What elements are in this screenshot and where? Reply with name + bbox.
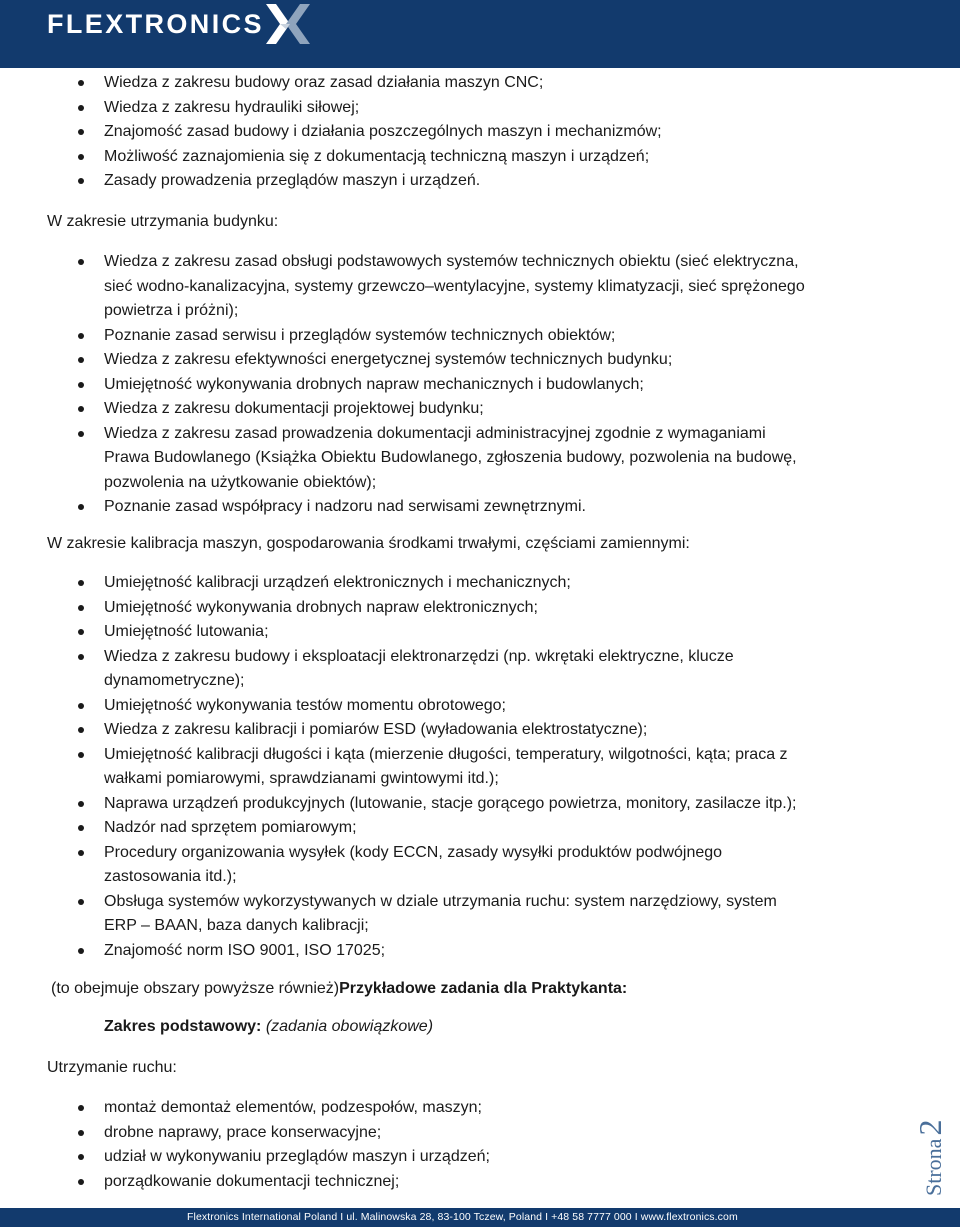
building-list-item [0,348,960,373]
calibration-list-item [0,890,960,939]
maintenance-list-item [0,1121,960,1146]
calibration-list-item [0,571,960,596]
bullet-icon [78,178,84,184]
bullet-icon [78,605,84,611]
calibration-list-item [0,841,960,890]
bullet-icon [78,259,84,265]
building-list-item-text: Umiejętność wykonywania drobnych napraw mechanicznych i budowlanych; [104,375,644,393]
footer-band [0,1208,960,1227]
maintenance-list-item [0,1096,960,1121]
bullet-icon [78,629,84,635]
building-list-item-text: Poznanie zasad serwisu i przeglądów systemów technicznych obiektów; [104,326,616,344]
calibration-list-item-text: Naprawa urządzeń produkcyjnych (lutowanie, stacje gorącego powietrza, monitory, zasilacze itp.); [104,794,797,812]
calibration-list-item [0,743,960,792]
company-logo [47,9,310,39]
heading-building: W zakresie utrzymania budynku: [47,213,279,230]
bullet-icon [78,899,84,905]
bullet-icon [78,504,84,510]
calibration-list-item-text: Wiedza z zakresu budowy i eksploatacji elektronarzędzi (np. wkrętaki elektryczne, klucze dynamometryczne); [104,647,734,689]
calibration-list-item-text: Nadzór nad sprzętem pomiarowym; [104,819,357,836]
maintenance-list-item-text: udział w wykonywaniu przeglądów maszyn i urządzeń; [104,1148,490,1165]
bullet-icon [78,1154,84,1160]
cnc-list-item-text: Zasady prowadzenia przeglądów maszyn i urządzeń. [104,172,481,189]
building-list-item [0,373,960,398]
calibration-list-item [0,620,960,645]
calibration-list-item [0,792,960,817]
calibration-list-item-text: Obsługa systemów wykorzystywanych w dziale utrzymania ruchu: system narzędziowy, system ERP – BAAN, baza danych kalibracji; [104,892,777,934]
building-list-item [0,495,960,520]
page-number: 2 [912,1119,948,1136]
calibration-list-item-text: Umiejętność lutowania; [104,623,269,640]
building-list-item-text: Wiedza z zakresu zasad obsługi podstawowych systemów technicznych obiektu (sieć elektryczna, sieć wodno-kanalizacyjna, systemy grzewczo–wentylacyjne, systemy klimatyzacji, sieć sprężonego powietrza i próżni); [104,253,805,319]
scope-line [104,1016,433,1038]
calibration-list-item [0,939,960,964]
maintenance-task-list [0,1096,960,1194]
heading-calibration: W zakresie kalibracja maszyn, gospodarowania środkami trwałymi, częściami zamiennymi: [47,535,690,552]
cnc-list-item [0,120,960,145]
building-list-item [0,397,960,422]
calibration-list-item-text: Procedury organizowania wysyłek (kody ECCN, zasady wysyłki produktów podwójnego zastosowania itd.); [104,843,723,885]
bullet-icon [78,129,84,135]
bullet-icon [78,105,84,111]
maintenance-list-item [0,1145,960,1170]
bullet-icon [78,333,84,339]
building-list-item-text: Poznanie zasad współpracy i nadzoru nad serwisami zewnętrznymi. [104,498,586,515]
cnc-knowledge-list [0,71,960,194]
bullet-icon [78,580,84,586]
logo-x-icon [266,4,310,44]
cnc-list-item [0,71,960,96]
page-word: Strona [921,1138,946,1196]
logo-text: FLEXTRONICS [47,9,264,39]
cnc-list-item-text: Wiedza z zakresu budowy oraz zasad działania maszyn CNC; [104,74,544,91]
maintenance-list-item [0,1170,960,1195]
calibration-list-item-text: Umiejętność kalibracji urządzeń elektronicznych i mechanicznych; [104,574,571,591]
bullet-icon [78,703,84,709]
bullet-icon [78,382,84,388]
bullet-icon [78,1130,84,1136]
footer-contact: Flextronics International Poland I ul. Malinowska 28, 83-100 Tczew, Poland I +48 58 7777 000 I www.flextronics.com [187,1211,738,1223]
note-prefix: (to obejmuje obszary powyższe również) [51,980,340,997]
calibration-list-item [0,718,960,743]
scope-label: Zakres podstawowy: [104,1018,262,1035]
bullet-icon [78,1105,84,1111]
building-list-item [0,324,960,349]
calibration-list-item-text: Umiejętność wykonywania drobnych napraw elektronicznych; [104,598,538,616]
bullet-icon [78,801,84,807]
bullet-icon [78,825,84,831]
bullet-icon [78,154,84,160]
cnc-list-item-text: Znajomość zasad budowy i działania poszczególnych maszyn i mechanizmów; [104,123,662,140]
cnc-list-item [0,96,960,121]
bullet-icon [78,431,84,437]
building-knowledge-list [0,250,960,520]
bullet-icon [78,357,84,363]
note-bold: Przykładowe zadania dla Praktykanta: [339,980,628,997]
maintenance-list-item-text: porządkowanie dokumentacji technicznej; [104,1172,400,1190]
calibration-list-item [0,816,960,841]
cnc-list-item-text: Wiedza z zakresu hydrauliki siłowej; [104,98,360,116]
building-list-item-text: Wiedza z zakresu efektywności energetycznej systemów technicznych budynku; [104,351,673,368]
bullet-icon [78,1179,84,1185]
calibration-list-item-text: Wiedza z zakresu kalibracji i pomiarów ESD (wyładowania elektrostatyczne); [104,721,648,738]
cnc-list-item [0,145,960,170]
calibration-knowledge-list [0,571,960,963]
calibration-list-item [0,694,960,719]
intern-tasks-note [51,978,627,1000]
maintenance-list-item-text: drobne naprawy, prace konserwacyjne; [104,1123,382,1141]
bullet-icon [78,727,84,733]
building-list-item [0,250,960,324]
cnc-list-item [0,169,960,194]
building-list-item [0,422,960,496]
bullet-icon [78,948,84,954]
bullet-icon [78,850,84,856]
cnc-list-item-text: Możliwość zaznajomienia się z dokumentacją techniczną maszyn i urządzeń; [104,147,650,165]
bullet-icon [78,80,84,86]
bullet-icon [78,406,84,412]
scope-note: (zadania obowiązkowe) [265,1018,434,1035]
building-list-item-text: Wiedza z zakresu zasad prowadzenia dokumentacji administracyjnej zgodnie z wymaganiami Prawa Budowlanego (Książka Obiektu Budowlanego, zgłoszenia budowy, pozwolenia na budowę, pozwolenia na użytkowanie obiektów); [104,424,797,491]
heading-maintenance: Utrzymanie ruchu: [47,1059,177,1076]
calibration-list-item [0,596,960,621]
bullet-icon [78,654,84,660]
calibration-list-item [0,645,960,694]
page-number-mark [914,1120,946,1196]
building-list-item-text: Wiedza z zakresu dokumentacji projektowej budynku; [104,400,484,417]
maintenance-list-item-text: montaż demontaż elementów, podzespołów, maszyn; [104,1099,482,1116]
calibration-list-item-text: Znajomość norm ISO 9001, ISO 17025; [104,941,386,959]
bullet-icon [78,752,84,758]
calibration-list-item-text: Umiejętność wykonywania testów momentu obrotowego; [104,696,506,714]
calibration-list-item-text: Umiejętność kalibracji długości i kąta (mierzenie długości, temperatury, wilgotności, kąta; praca z wałkami pomiarowymi, sprawdzianami gwintowymi itd.); [104,745,788,787]
header-band [0,0,960,68]
